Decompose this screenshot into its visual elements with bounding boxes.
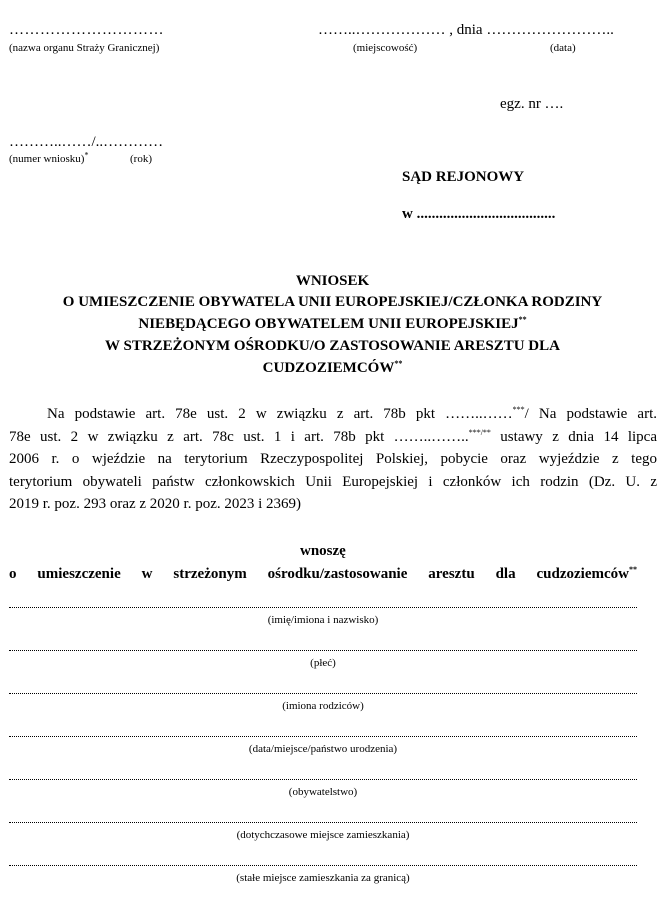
title-line-4: W STRZEŻONYM OŚRODKU/O ZASTOSOWANIE ARESZTU DLA — [105, 338, 560, 354]
application-number-blank[interactable]: ………..……/..………… — [9, 134, 164, 150]
field-residence-line[interactable] — [9, 821, 637, 823]
field-parents-line[interactable] — [9, 692, 637, 694]
organ-name-blank[interactable]: ………………………… — [9, 22, 164, 38]
title-wniosek: WNIOSEK — [295, 273, 370, 289]
date-label: (data) — [550, 42, 576, 54]
field-birth-line[interactable] — [9, 735, 637, 737]
request-subject: o umieszczenie w strzeżonym ośrodku/zastosowanie aresztu dla cudzoziemców** — [9, 565, 637, 582]
title-line-3: NIEBĘDĄCEGO OBYWATELEM UNII EUROPEJSKIEJ** — [138, 315, 527, 332]
title-line-5: CUDZOZIEMCÓW** — [262, 359, 403, 376]
field-abroad-residence-label: (stałe miejsce zamieszkania za granicą) — [236, 872, 410, 884]
court-name: SĄD REJONOWY — [402, 169, 525, 185]
field-abroad-residence-line[interactable] — [9, 864, 637, 866]
field-name-label: (imię/imiona i nazwisko) — [267, 614, 379, 626]
place-date-blank[interactable]: ……..……………… , dnia …………………….. — [318, 22, 614, 38]
application-number-label: (numer wniosku)* — [9, 150, 89, 165]
field-parents-label: (imiona rodziców) — [282, 700, 364, 712]
copy-number[interactable]: egz. nr …. — [500, 96, 564, 112]
organ-name-label: (nazwa organu Straży Granicznej) — [9, 42, 160, 54]
field-citizenship-label: (obywatelstwo) — [288, 786, 358, 798]
field-sex-line[interactable] — [9, 649, 637, 651]
court-location-blank[interactable]: w ..................................... — [402, 206, 556, 222]
title-line-2: O UMIESZCZENIE OBYWATELA UNII EUROPEJSKIEJ/CZŁONKA RODZINY — [62, 294, 603, 310]
field-sex-label: (płeć) — [310, 657, 336, 669]
place-label: (miejscowość) — [353, 42, 418, 54]
legal-basis-paragraph: Na podstawie art. 78e ust. 2 w związku z art. 78b pkt ……..……***/ Na podstawie art. 78e ust. 2 w związku z art. 78c ust. 1 i art. 78b pkt ……..……..***/** ustawy z dnia 14 lipca 2006 r. o wjeździe na terytorium Rzeczypospolitej Polskiej, pobycie oraz wyjeździe z tego terytorium obywateli państw członkowskich Unii Europejskiej i członków ich rodzin (Dz. U. z 2019 r. poz. 293 oraz z 2020 r. poz. 2023 i 2369) — [9, 405, 657, 512]
field-birth-label: (data/miejsce/państwo urodzenia) — [248, 743, 398, 755]
field-name-line[interactable] — [9, 606, 637, 608]
request-verb: wnoszę — [300, 543, 346, 559]
field-citizenship-line[interactable] — [9, 778, 637, 780]
field-residence-label: (dotychczasowe miejsce zamieszkania) — [236, 829, 410, 841]
year-label: (rok) — [130, 153, 152, 165]
